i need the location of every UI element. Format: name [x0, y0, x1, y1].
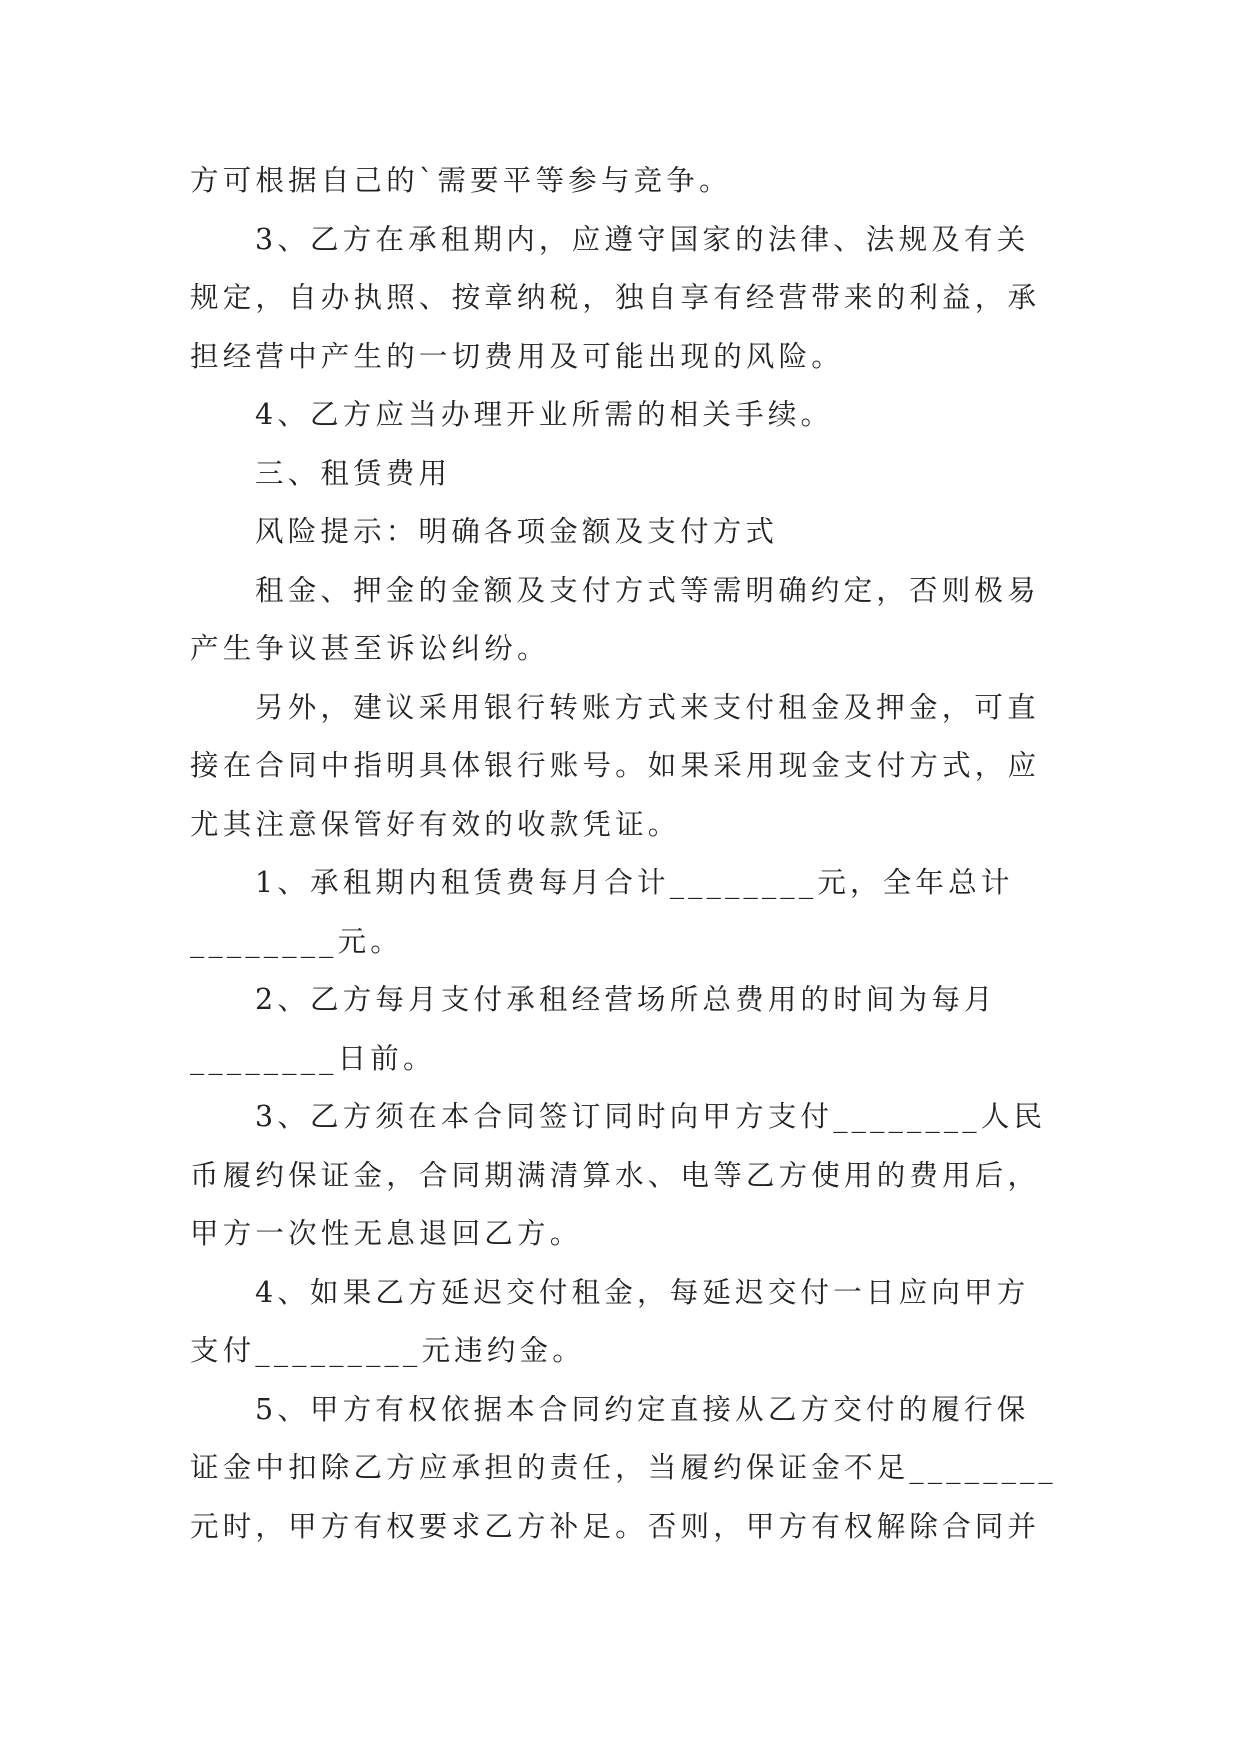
clause-line: 甲方一次性无息退回乙方。	[190, 1217, 583, 1250]
clause-line: 2、乙方每月支付承租经营场所总费用的时间为每月	[255, 983, 997, 1016]
clause-line: ________元。	[190, 924, 404, 958]
clause-line: 1、承租期内租赁费每月合计________元，全年总计	[255, 866, 1014, 899]
paragraph-line: 担经营中产生的一切费用及可能出现的风险。	[190, 339, 845, 373]
clause-line: 3、乙方须在本合同签订同时向甲方支付________人民	[255, 1100, 1047, 1133]
clause-line: 元时，甲方有权要求乙方补足。否则，甲方有权解除合同并	[190, 1509, 1041, 1543]
clause-line: 4、如果乙方延迟交付租金，每延迟交付一日应向甲方	[255, 1275, 1030, 1309]
clause-line: 5、甲方有权依据本合同约定直接从乙方交付的履行保	[255, 1392, 1030, 1426]
paragraph-line: 尤其注意保管好有效的收款凭证。	[190, 807, 681, 841]
paragraph-line: 3、乙方在承租期内，应遵守国家的法律、法规及有关	[255, 222, 1030, 256]
document-body	[190, 152, 1060, 1556]
paragraph-line: 租金、押金的金额及支付方式等需明确约定，否则极易	[255, 573, 1040, 607]
paragraph-line: 规定，自办执照、按章纳税，独自享有经营带来的利益，承	[190, 281, 1041, 314]
paragraph-line: 产生争议甚至诉讼纠纷。	[190, 632, 550, 665]
clause-line: 证金中扣除乙方应承担的责任，当履约保证金不足________	[190, 1451, 1058, 1484]
section-heading: 三、租赁费用	[255, 456, 452, 490]
clause-line: ________日前。	[190, 1041, 436, 1075]
paragraph-line: 接在合同中指明具体银行账号。如果采用现金支付方式，应	[190, 749, 1041, 782]
clause-line: 币履约保证金，合同期满清算水、电等乙方使用的费用后，	[190, 1158, 1041, 1192]
paragraph-line: 另外，建议采用银行转账方式来支付租金及押金，可直	[255, 690, 1040, 724]
risk-tip: 风险提示：明确各项金额及支付方式	[255, 515, 779, 548]
paragraph-line: 4、乙方应当办理开业所需的相关手续。	[255, 398, 834, 431]
paragraph-line: 方可根据自己的`需要平等参与竞争。	[190, 164, 732, 197]
clause-line: 支付_________元违约金。	[190, 1334, 585, 1367]
